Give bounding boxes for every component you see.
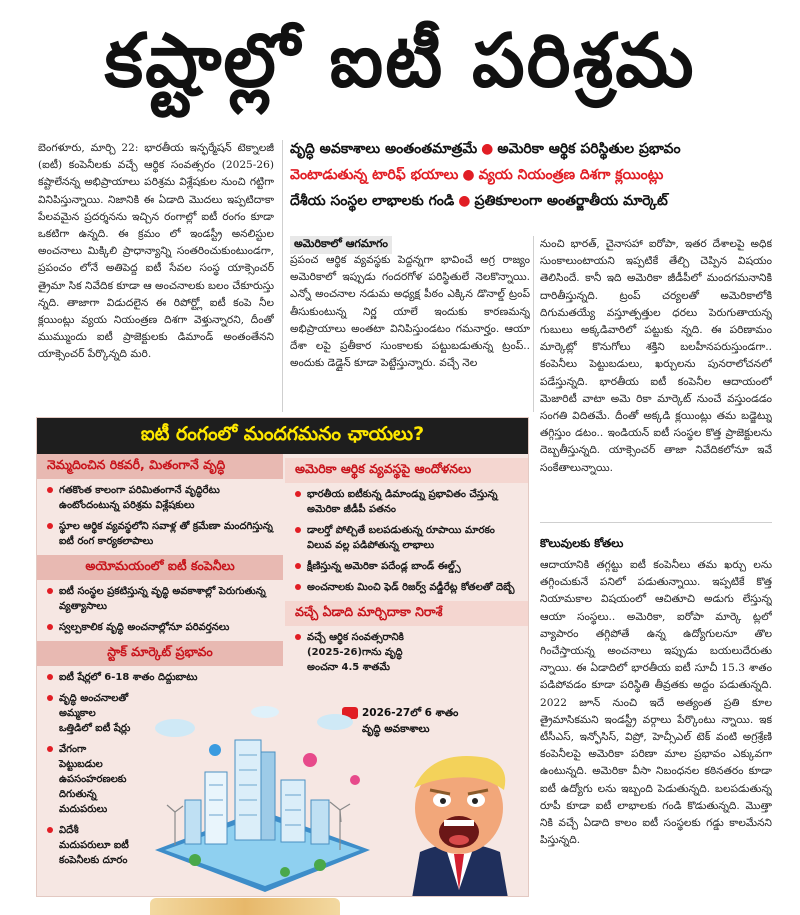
list-item: డాలర్తో పోల్చితే బలపడుతున్న రూపాయి మారకం విలువ వల్ల పడిపోతున్న లాభాలు: [291, 523, 523, 553]
infographic-panel: [36, 417, 529, 897]
list-item: ఐటీ షేర్లలో 6-18 శాతం దిద్దుబాటు: [43, 670, 283, 685]
section-ribbon: వచ్చే ఏడాది మార్చిదాకా నిరాశే: [285, 601, 529, 626]
section-ribbon: అయోమయంలో ఐటీ కంపెనీలు: [37, 555, 283, 580]
section-divider: [540, 522, 772, 523]
middle-column: ప్రపంచ ఆర్థిక వ్యవస్థకు పెద్దన్నగా భావించే అగ్ర రాజ్యం అమెరికాలో ఇప్పుడు గందరగోళ పరిస్థితులే నెలకొన్నాయి. ఎన్నో అంచనాల నడుమ అధ్యక్ష పీఠం ఎక్కిన డొనాల్డ్ ట్రంప్ తీసుకుంటున్న నిర్ణ యాలే ఇందుకు కారణమన్న అభిప్రాయాలు అంతటా వినిపిస్తుండటం గమనార్హం. ఆయా దేశా లపై ప్రతీకార సుంకాలకు పట్టుబడుతున్న ట్రంప్.. అందుకు డెడ్లైన్ కూడా పెట్టేస్తున్నారు. వచ్చే నెల: [290, 254, 530, 370]
stat-text: 2026-27లో 6 శాతం వృద్ధి అవకాశాలు: [362, 707, 459, 735]
bullet-dot-icon: ●: [481, 141, 494, 157]
list-item: వృద్ధి అంచనాలతో అమ్మకాల ఒత్తిడిలో ఐటీ షేర్లు: [43, 691, 131, 736]
location-pin-icon: [209, 744, 360, 785]
subhead-left: దేశీయ సంస్థల లాభాలకు గండి: [290, 193, 455, 209]
cloud-icon: [155, 706, 353, 737]
caricature-illustration: [392, 740, 527, 897]
headline-text: కష్టాల్లో ఐటీ పరిశ్రమ: [104, 18, 696, 104]
column-divider: [533, 236, 534, 412]
list-item: భారతీయ ఐటీకున్న డిమాండ్ను ప్రభావితం చేస్తున్న అమెరికా జీడీపీ పతనం: [291, 487, 523, 517]
list-item: స్వల్పకాలిక వృద్ధి అంచనాల్లోనూ పరివర్తనలు: [43, 620, 277, 635]
list-item: విదేశీ మదుపరులూ ఐటీ కంపెనీలకు దూరం: [43, 823, 131, 868]
section-heading-jobs: కొలువులకు కోతలు: [540, 536, 624, 550]
subhead-right: ప్రతికూలంగా అంతర్జాతీయ మార్కెట్: [474, 193, 668, 209]
panel-right-column: [285, 454, 529, 681]
bullet-list: [37, 670, 198, 868]
subhead-left: వెంటాడుతున్న టారిఫ్ భయాలు: [290, 167, 459, 183]
jobs-text: ఆదాయానికి తగ్గట్టు ఐటీ కంపెనీలు తమ ఖర్చు లను తగ్గించుకునే పనిలో పడుతున్నాయి. ఇప్పటికే కొత్త నియామకాల విషయంలో ఆచితూచి అడుగు లేస్తున్న ఆయా సంస్థలు.. అమెరికా, ఐరోపా మార్కె ట్లలో వ్యాపారం తగ్గిపోతే ఉన్న ఉద్యోగులనూ తొల గించేస్తాయన్న అంచనాలు ఇప్పుడు బయలుదేరుతు న్నాయి. ఈ ఏడాదిలో భారతీయ ఐటీ సూచీ 15.3 శాతం పడిపోవడం కూడా పరిస్థితి తీవ్రతకు అద్దం పడుతున్నది. 2022 జూన్ నుంచి ఇదే అత్యంత ప్రతి కూల త్రైమాసికమని ఇండస్ట్రీ వర్గాలు పేర్కొంటు న్నాయి. ఇక టీసీఎస్, ఇన్ఫోసిస్, విప్రో, హెచ్సీఎల్ టెక్ వంటి అగ్రశ్రేణి కంపెనీలపై అమెరికా పరిణా మాల ప్రభావం ఎక్కువగా ఉంటున్నది. అమెరికా వీసా నిబంధనల కఠినతరం కూడా ఐటీ ఉద్యోగు లను ఇబ్బంది పెడుతున్నది. బలపడుతున్న రూపీ కూడా ఐటీ లాభాలకు గండి కొడుతున్నది. మొత్తా నికి వచ్చే ఏడాది కాలం ఐటీ సంస్థలకు గడ్డు కాలమేనని పిస్తున్నది.: [540, 559, 772, 847]
column-divider: [282, 140, 283, 412]
bullet-dot-icon: ●: [458, 193, 471, 209]
right-column: నుంచి భారత్, చైనాసహా ఐరోపా, ఇతర దేశాలపై అధిక సుంకాలుంటాయని ఇప్పటికే తేల్చి చెప్పిన విషయం తెలిసిందే. కానీ ఇది అమెరికా జీడీపీలో మందగమనానికి దారితీస్తున్నది. ట్రంప్ చర్యలతో అమెరికాలోకి దిగుమతయ్యే వస్తూత్పత్తుల ధరలు పెరుగుతాయన్న గుబులు అక్కడివారిలో పట్టుకు న్నది. ఈ పరిణామం మార్కెట్లో కొనుగోలు శక్తిని బలహీనపరుస్తుండగా.. కంపెనీలు పెట్టుబడులు, ఖర్చులను పునరాలోచనలో పడేస్తున్నది. భారతీయ ఐటీ కంపెనీల ఆదాయంలో మెజారిటీ వాటా అమె రికా మార్కెట్ నుంచే వస్తుండడం సంగతి విదితమే. దీంతో అక్కడి క్లయింట్లు తమ బడ్జెట్ను తగ్గిస్తుం డటం.. ఇండియన్ ఐటీ సంస్థల కొత్త ప్రాజెక్టులను దెబ్బతీస్తున్నది. యాక్సెంచర్ తాజా నివేదికలోనూ ఇవే సంకేతాలున్నాయి.: [540, 238, 772, 474]
bullet-dot-icon: ●: [462, 167, 475, 183]
subhead-left: వృద్ధి అవకాశాలు అంతంతమాత్రమే: [290, 141, 478, 157]
decorative-bar: [150, 898, 340, 915]
list-item: ఐటీ సంస్థల ప్రకటిస్తున్న వృద్ధి అవకాశాల్లో పెరుగుతున్న వ్యత్యాసాలు: [43, 584, 277, 614]
list-item: వేగంగా పెట్టుబడుల ఉపసంహరణలకు దిగుతున్న మదుపరులు: [43, 742, 131, 817]
section-ribbon: అమెరికా ఆర్థిక వ్యవస్థపై ఆందోళనలు: [285, 458, 529, 483]
section-ribbon: నెమ్మదించిన రికవరీ, మితంగానే వృద్ధి: [37, 454, 283, 479]
bullet-list: [285, 630, 529, 675]
subhead-right: అమెరికా ఆర్థిక పరిస్థితుల ప్రభావం: [497, 141, 681, 157]
subhead-row-1: [290, 136, 790, 162]
right-column-jobs: [540, 536, 772, 896]
bullet-list: [37, 584, 283, 635]
bullet-list: [37, 483, 283, 549]
list-item: అంచనాలకు మించి ఫెడ్ రిజర్వ్ వడ్డీరేట్ల కోతలతో దెబ్బే: [291, 580, 523, 595]
list-item: గతకొంత కాలంగా పరిమితంగానే వృద్ధిరేటు ఉంటోందంటున్న పరిశ్రమ విశ్లేషకులు: [43, 483, 277, 513]
panel-title: ఐటీ రంగంలో మందగమనం ఛాయలు?: [37, 418, 528, 454]
stat-item: వచ్చే ఆర్థిక సంవత్సరానికి (2025-26)గాను వృద్ధి అంచనా 4.5 శాతమే: [291, 630, 411, 675]
list-item: క్షీణిస్తున్న అమెరికా పదేండ్ల బాండ్ ఈల్డ్స్: [291, 559, 523, 574]
subhead-row-2: [290, 162, 790, 188]
bullet-list: [285, 487, 529, 595]
subheads: [290, 136, 790, 214]
subhead-right: వ్యయ నియంత్రణ దిశగా క్లయింట్లు: [478, 167, 664, 183]
subhead-row-3: [290, 188, 790, 214]
city-illustration: [135, 700, 385, 895]
headline: [0, 0, 800, 140]
section-ribbon: స్టాక్ మార్కెట్ ప్రభావం: [37, 641, 283, 666]
section-heading-america: అమెరికాలో ఆగమాగం: [290, 236, 392, 254]
intro-column: బెంగళూరు, మార్చి 22: భారతీయ ఇన్ఫర్మేషన్ టెక్నాలజీ (ఐటీ) కంపెనీలకు వచ్చే ఆర్థిక సంవత్సరం (2025-26) కష్టాలేనన్న అభిప్రాయాలు పరిశ్రమ విశ్లేషకుల నుంచి గట్టిగా వినిపిస్తున్నాయి. నిజానికి ఈ ఏడాది మొదలు ఇప్పటిదాకా పేలవమైన ప్రదర్శనను ఇచ్చిన రంగాల్లో ఐటీ రంగం కూడా ఒకటిగా ఉన్నది. ఈ క్రమం లో ఇండస్ట్రీ అనలిస్టుల అంచనాలు మిక్కిలి ప్రాధాన్యాన్ని సంతరించుకుంటుండగా, ప్రపంచం లోనే అతిపెద్ద ఐటీ సేవల సంస్థ యాక్సెంచర్ త్రైమా సిక నివేదిక కూడా ఆ అంచనాలకు బలం చేకూరుస్తు న్నది. తాజాగా విడుదలైన ఈ రిపోర్ట్లో ఐటీ కంపె నీల క్లయింట్లు వ్యయ నియంత్రణ దిశగా వెళ్తున్నారని, దీంతో ముమ్ముందు ఐటీ ప్రాజెక్టులకు డిమాండ్ అంతంతేనని యాక్సెంచర్ పేర్కొన్నది మరి.: [38, 142, 274, 361]
list-item: స్థూల ఆర్థిక వ్యవస్థలోని సవాళ్ల తో క్రమేణా మందగిస్తున్న ఐటీ రంగ కార్యకలాపాలు: [43, 519, 277, 549]
